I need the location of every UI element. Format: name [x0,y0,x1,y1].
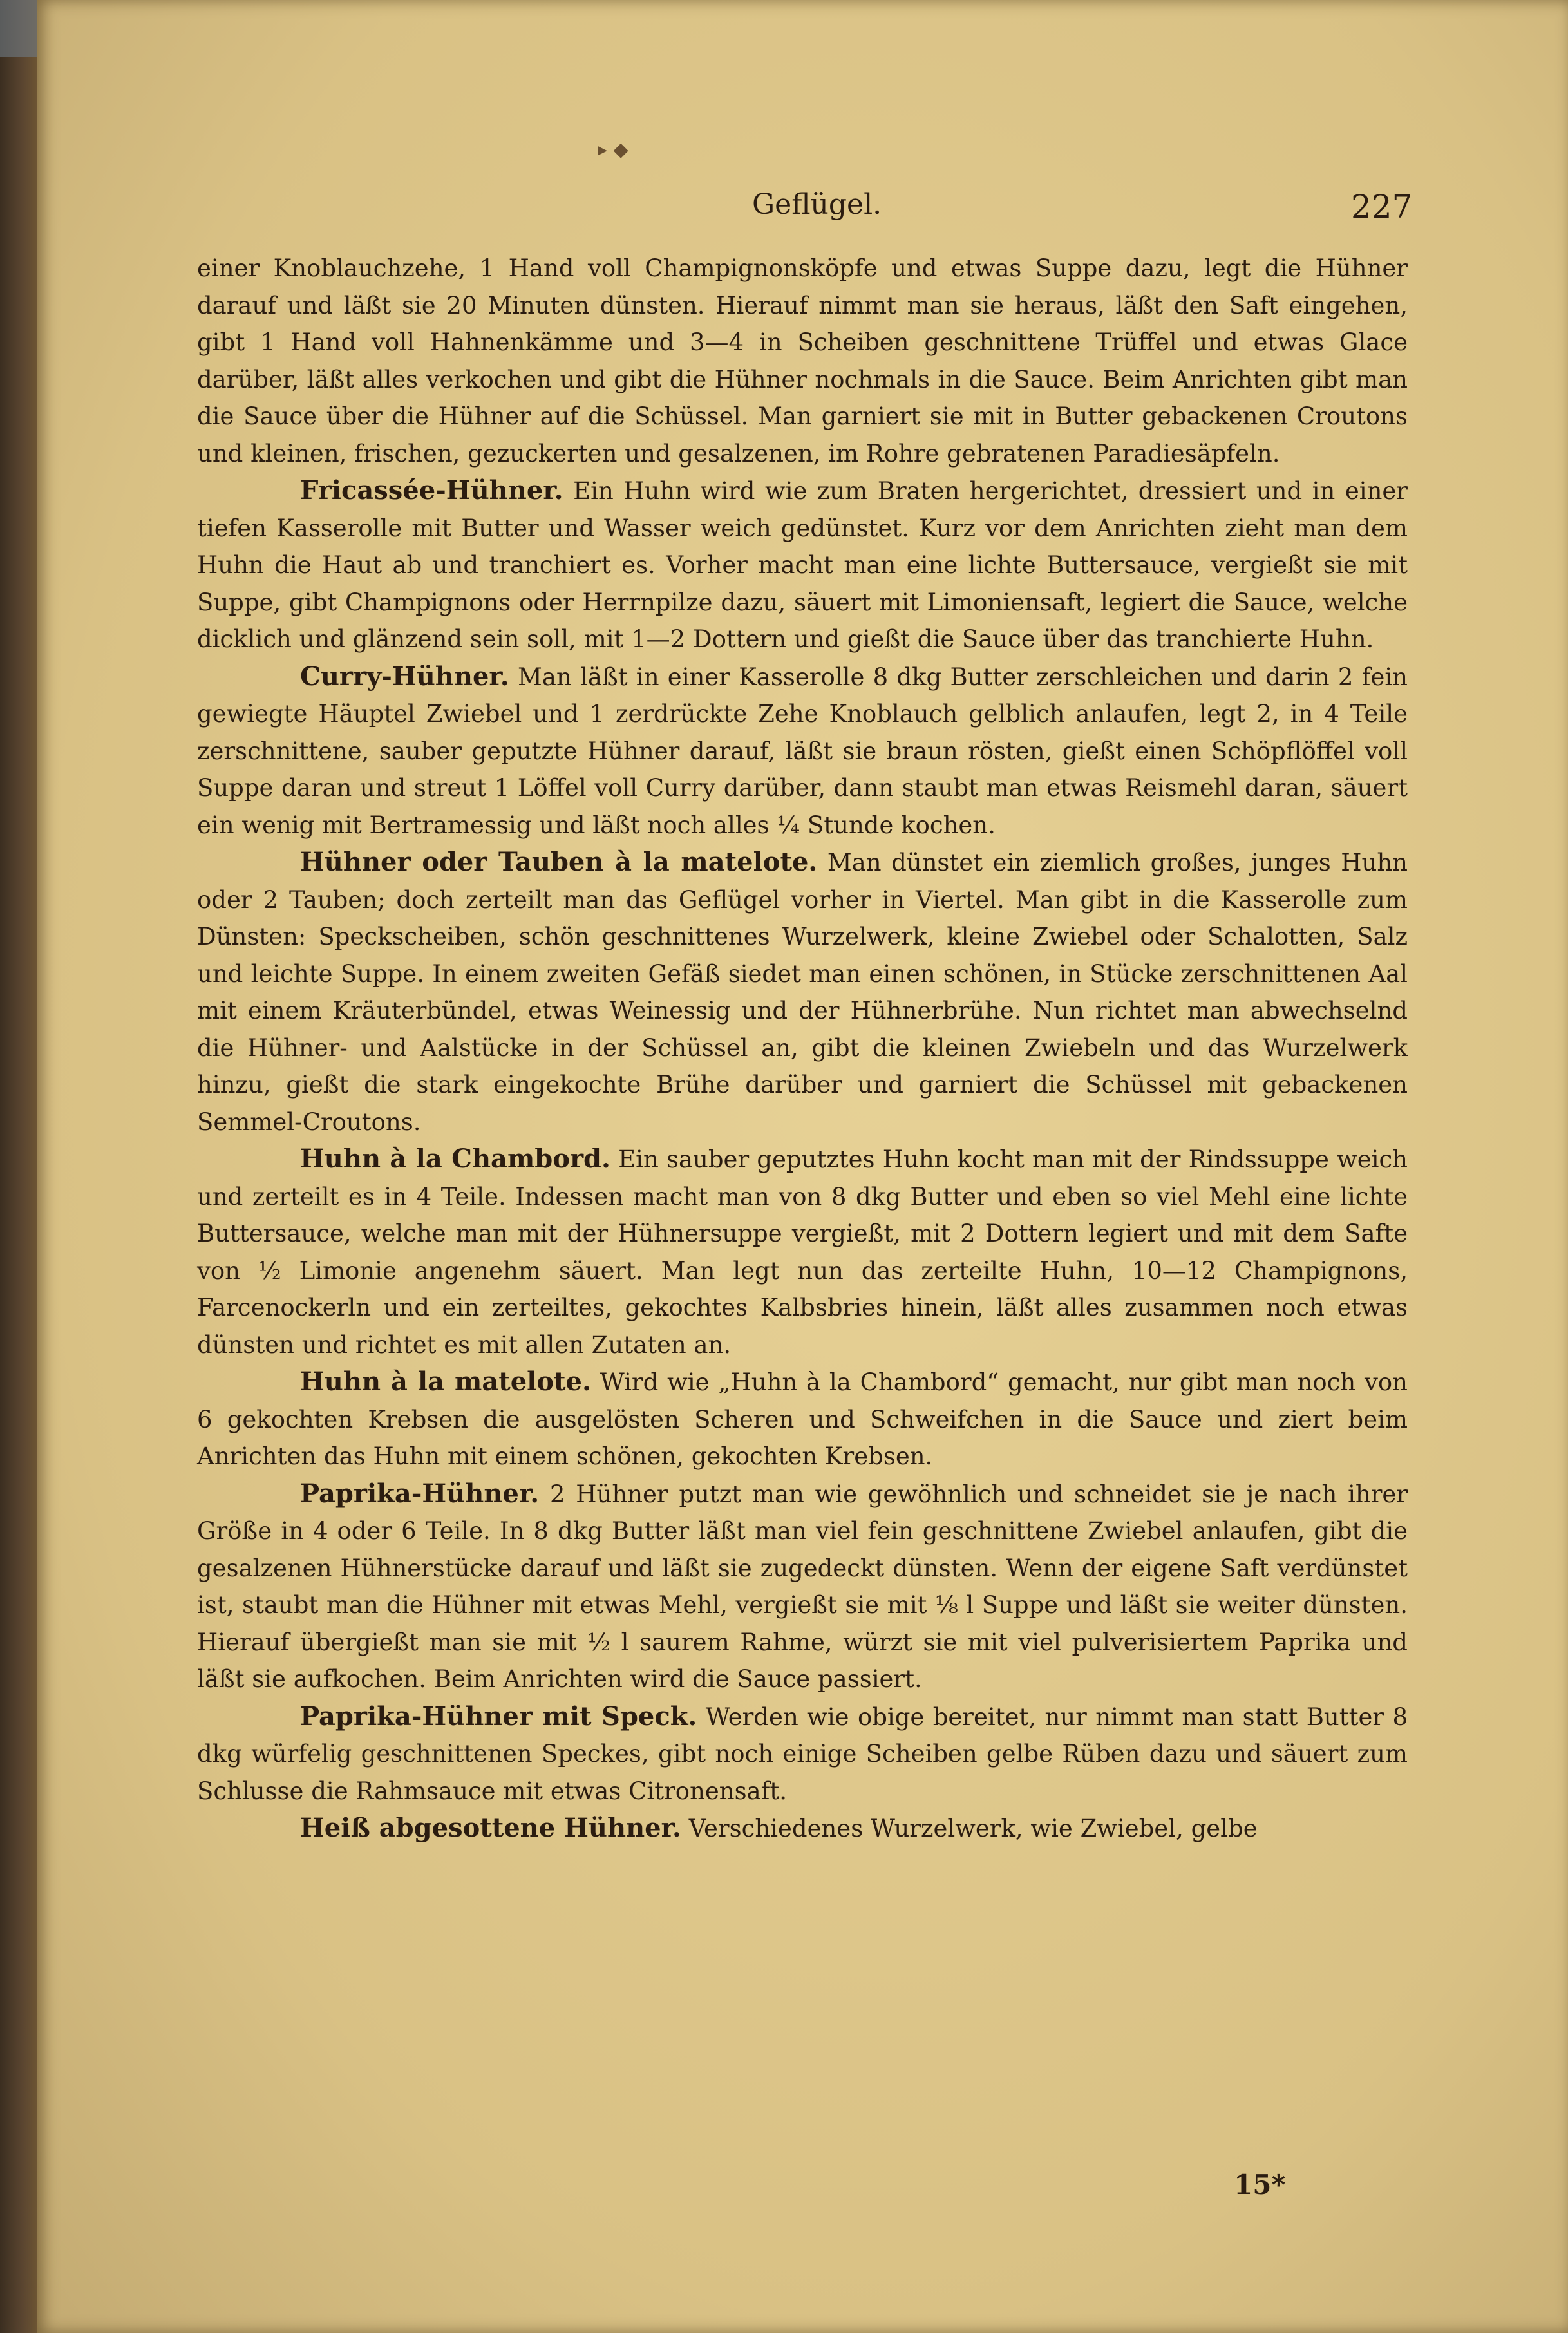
recipe-huehner-tauben-matelote [197,844,1408,1140]
recipe-text: Verschiedenes Wurzelwerk, wie Zwiebel, gelbe [688,1815,1258,1842]
running-head: Geflügel. [752,188,882,221]
recipe-text: Man läßt in einer Kasserolle 8 dkg Butter zerschleichen und darin 2 fein gewiegte Häuptel Zwiebel und 1 zerdrückte Zehe Knoblauch gelblich anlaufen, legt 2, in 4 Teile zerschnittene, sauber geputzte Hühner darauf, läßt sie braun rösten, gießt einen Schöpflöffel voll Suppe daran und streut 1 Löffel voll Curry darüber, dann staubt man etwas Reismehl daran, säuert ein wenig mit Bertramessig und läßt noch alles ¼ Stunde kochen. [197,663,1408,839]
paragraph-continuation [197,250,1408,472]
recipe-title: Paprika-Hühner mit Speck. [300,1701,697,1732]
page-number: 227 [1351,188,1413,225]
book-page [37,0,1568,2333]
paragraph-text: einer Knoblauchzehe, 1 Hand voll Champignonsköpfe und etwas Suppe dazu, legt die Hühner darauf und läßt sie 20 Minuten dünsten. Hierauf nimmt man sie heraus, läßt den Saft eingehen, gibt 1 Hand voll Hahnenkämme und 3—4 in Scheiben geschnittene Trüffel und etwas Glace darüber, läßt alles verkochen und gibt die Hühner nochmals in die Sauce. Beim Anrichten gibt man die Sauce über die Hühner auf die Schüssel. Man garniert sie mit in Butter gebackenen Croutons und kleinen, frischen, gezuckerten und gesalzenen, im Rohre gebratenen Paradiesäpfeln. [197,254,1408,468]
recipe-text: Wird wie „Huhn à la Chambord“ gemacht, nur gibt man noch von 6 gekochten Krebsen die ausgelösten Scheren und Schweifchen in die Sauce und ziert beim Anrichten das Huhn mit einem schönen, gekochten Krebsen. [197,1368,1408,1470]
recipe-paprika [197,1475,1408,1698]
recipe-huhn-matelote [197,1363,1408,1475]
signature-mark: 15* [1234,2169,1286,2200]
body-text [197,250,1408,1847]
book-binding [0,0,37,2333]
recipe-title: Huhn à la Chambord. [300,1144,610,1174]
recipe-text: Man dünstet ein ziemlich großes, junges Huhn oder 2 Tauben; doch zerteilt man das Geflügel vorher in Viertel. Man gibt in die Kasserolle zum Dünsten: Speckscheiben, schön geschnittenes Wurzelwerk, kleine Zwiebel oder Schalotten, Salz und leichte Suppe. In einem zweiten Gefäß siedet man einen schönen, in Stücke zerschnittenen Aal mit einem Kräuterbündel, etwas Weinessig und der Hühnerbrühe. Nun richtet man abwechselnd die Hühner- und Aalstücke in der Schüssel an, gibt die kleinen Zwiebeln und das Wurzelwerk hinzu, gießt die stark eingekochte Brühe darüber und garniert die Schüssel mit gebackenen Semmel-Croutons. [197,849,1408,1136]
recipe-text: Ein Huhn wird wie zum Braten hergerichtet, dressiert und in einer tiefen Kasserolle mit Butter und Wasser weich gedünstet. Kurz vor dem Anrichten zieht man dem Huhn die Haut ab und tranchiert es. Vorher macht man eine lichte Buttersauce, vergießt sie mit Suppe, gibt Champignons oder Herrnpilze dazu, säuert mit Limoniensaft, legiert die Sauce, welche dicklich und glänzend sein soll, mit 1—2 Dottern und gießt die Sauce über das tranchierte Huhn. [197,477,1408,653]
recipe-title: Huhn à la matelote. [300,1366,591,1397]
recipe-heiss-abgesotten [197,1809,1408,1847]
recipe-title: Heiß abgesottene Hühner. [300,1813,681,1843]
recipe-curry [197,658,1408,844]
recipe-text: Ein sauber geputztes Huhn kocht man mit der Rindssuppe weich und zerteilt es in 4 Teile. Indessen macht man von 8 dkg Butter und eben so viel Mehl eine lichte Buttersauce, welche man mit der Hühnersuppe vergießt, mit 2 Dottern legiert und mit dem Safte von ½ Limonie angenehm säuert. Man legt nun das zerteilte Huhn, 10—12 Champignons, Farcenockerln und ein zerteiltes, gekochtes Kalbsbries hinein, läßt alles zusammen noch etwas dünsten und richtet es mit allen Zutaten an. [197,1146,1408,1359]
recipe-title: Curry-Hühner. [300,661,509,692]
recipe-huhn-chambord [197,1140,1408,1363]
recipe-text: Werden wie obige bereitet, nur nimmt man statt Butter 8 dkg würfelig geschnittenen Speckes, gibt noch einige Scheiben gelbe Rüben dazu und säuert zum Schlusse die Rahmsauce mit etwas Citronensaft. [197,1703,1408,1805]
recipe-title: Hühner oder Tauben à la matelote. [300,847,818,877]
recipe-fricassee [197,472,1408,658]
recipe-paprika-speck [197,1698,1408,1810]
recipe-title: Fricassée-Hühner. [300,475,563,505]
print-marks: ▸ ◆ [598,138,628,161]
recipe-title: Paprika-Hühner. [300,1478,540,1509]
recipe-text: 2 Hühner putzt man wie gewöhnlich und schneidet sie je nach ihrer Größe in 4 oder 6 Teile. In 8 dkg Butter läßt man viel fein geschnittene Zwiebel anlaufen, gibt die gesalzenen Hühnerstücke darauf und läßt sie zugedeckt dünsten. Wenn der eigene Saft verdünstet ist, staubt man die Hühner mit etwas Mehl, vergießt sie mit ⅛ l Suppe und läßt sie weiter dünsten. Hierauf übergießt man sie mit ½ l saurem Rahme, würzt sie mit viel pulverisiertem Paprika und läßt sie aufkochen. Beim Anrichten wird die Sauce passiert. [197,1480,1408,1693]
